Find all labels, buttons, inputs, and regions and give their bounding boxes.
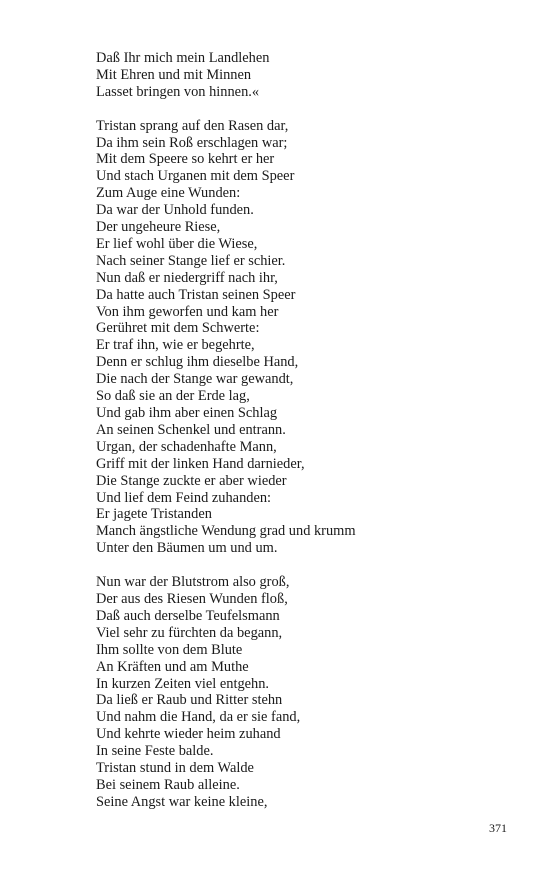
verse-line: Lasset bringen von hinnen.« <box>96 83 260 100</box>
verse-line: So daß sie an der Erde lag, <box>96 388 250 405</box>
verse-line: In kurzen Zeiten viel entgehn. <box>96 675 270 692</box>
verse-line: Tristan stund in dem Walde <box>96 760 254 777</box>
verse-line: Manch ängstliche Wendung grad und krumm <box>96 523 356 540</box>
verse-line: Nun war der Blutstrom also groß, <box>96 574 290 591</box>
stanza <box>96 574 516 811</box>
verse-line: Und lief dem Feind zuhanden: <box>96 489 272 506</box>
verse-line: Er traf ihn, wie er begehrte, <box>96 337 255 354</box>
verse-line: Griff mit der linken Hand darnieder, <box>96 455 305 472</box>
verse-line: Bei seinem Raub alleine. <box>96 776 240 793</box>
page-number: 371 <box>489 821 507 835</box>
verse-line: Da ließ er Raub und Ritter stehn <box>96 692 283 709</box>
verse-line: In seine Feste balde. <box>96 743 214 760</box>
verse-line: Seine Angst war keine kleine, <box>96 793 268 810</box>
verse-line: Er lief wohl über die Wiese, <box>96 235 258 252</box>
verse-line: Und gab ihm aber einen Schlag <box>96 405 278 422</box>
verse-line: Er jagete Tristanden <box>96 506 212 523</box>
verse-line: Mit dem Speere so kehrt er her <box>96 151 275 168</box>
verse-line: An Kräften und am Muthe <box>96 658 249 675</box>
verse-line: Da war der Unhold funden. <box>96 202 254 219</box>
verse-line: Und kehrte wieder heim zuhand <box>96 726 281 743</box>
verse-line: Denn er schlug ihm dieselbe Hand, <box>96 354 299 371</box>
verse-line: Mit Ehren und mit Minnen <box>96 66 252 83</box>
verse-line: Der ungeheure Riese, <box>96 219 221 236</box>
verse-line: Und nahm die Hand, da er sie fand, <box>96 709 301 726</box>
verse-line: Daß auch derselbe Teufelsmann <box>96 607 280 624</box>
verse-line: An seinen Schenkel und entrann. <box>96 421 286 438</box>
verse-line: Von ihm geworfen und kam her <box>96 303 279 320</box>
verse-line: Tristan sprang auf den Rasen dar, <box>96 117 289 134</box>
verse-line: Da ihm sein Roß erschlagen war; <box>96 134 288 151</box>
verse-line: Unter den Bäumen um und um. <box>96 540 278 557</box>
verse-line: Gerühret mit dem Schwerte: <box>96 320 260 337</box>
verse-line: Zum Auge eine Wunden: <box>96 185 241 202</box>
verse-line: Die Stange zuckte er aber wieder <box>96 472 287 489</box>
verse-line: Nach seiner Stange lief er schier. <box>96 252 286 269</box>
verse-line: Viel sehr zu fürchten da begann, <box>96 624 283 641</box>
verse-line: Urgan, der schadenhafte Mann, <box>96 438 277 455</box>
verse-line: Und stach Urganen mit dem Speer <box>96 168 295 185</box>
verse-line: Daß Ihr mich mein Landlehen <box>96 50 270 66</box>
stanza <box>96 118 516 558</box>
verse-line: Ihm sollte von dem Blute <box>96 641 243 658</box>
verse-line: Die nach der Stange war gewandt, <box>96 371 294 388</box>
verse-line: Da hatte auch Tristan seinen Speer <box>96 286 296 303</box>
verse-line: Nun daß er niedergriff nach ihr, <box>96 269 278 286</box>
stanza <box>96 50 516 101</box>
poem-text <box>96 50 516 811</box>
verse-line: Der aus des Riesen Wunden floß, <box>96 590 288 607</box>
